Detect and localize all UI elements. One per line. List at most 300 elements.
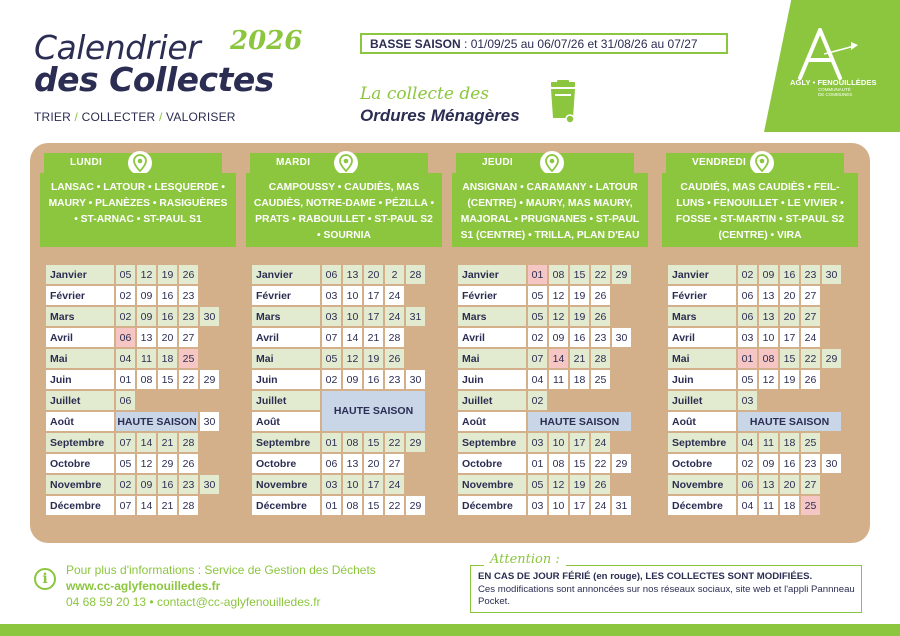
- empty-cell: [406, 454, 425, 473]
- collection-date: 16: [780, 454, 799, 473]
- month-label: Avril: [46, 328, 114, 347]
- map-pin-icon: [128, 151, 152, 175]
- month-row: [46, 349, 219, 368]
- collection-date: 10: [759, 328, 778, 347]
- collection-date: 30: [822, 265, 841, 284]
- collection-date: 06: [322, 265, 341, 284]
- map-pin-icon: [750, 151, 774, 175]
- collection-date: 21: [570, 349, 589, 368]
- collection-date: 16: [158, 475, 177, 494]
- collection-date: 01: [738, 349, 757, 368]
- collection-date: 05: [322, 349, 341, 368]
- collection-date: 01: [528, 454, 547, 473]
- collection-date: 13: [759, 307, 778, 326]
- collection-date: 20: [364, 265, 383, 284]
- calendar-table-lundi: [44, 263, 221, 517]
- month-row: [252, 370, 425, 389]
- month-label: Mars: [46, 307, 114, 326]
- collection-date: 16: [364, 370, 383, 389]
- logo-name: AGLY • FENOUILLÈDES: [790, 78, 877, 87]
- collection-date: 26: [385, 349, 404, 368]
- collection-date: 22: [801, 349, 820, 368]
- month-label: Juin: [668, 370, 736, 389]
- collection-date: 20: [780, 286, 799, 305]
- collection-date: 23: [179, 307, 198, 326]
- month-label: Octobre: [458, 454, 526, 473]
- collection-date: 27: [801, 286, 820, 305]
- collection-date: 13: [137, 328, 156, 347]
- empty-cell: [200, 328, 219, 347]
- month-label: Avril: [458, 328, 526, 347]
- month-label: Septembre: [458, 433, 526, 452]
- collection-date: 01: [322, 433, 341, 452]
- empty-cell: [822, 328, 841, 347]
- tagline-trier: TRIER: [34, 110, 71, 124]
- month-label: Juin: [252, 370, 320, 389]
- collection-date: 17: [780, 328, 799, 347]
- collection-date: 28: [385, 328, 404, 347]
- empty-cell: [591, 391, 610, 410]
- month-row: [46, 412, 219, 431]
- collection-date: 11: [137, 349, 156, 368]
- collection-date: 09: [759, 454, 778, 473]
- collection-date: 16: [158, 307, 177, 326]
- collection-date: 08: [137, 370, 156, 389]
- empty-cell: [822, 286, 841, 305]
- month-row: [458, 391, 631, 410]
- high-season-band: HAUTE SAISON: [528, 412, 631, 431]
- collection-date: 19: [570, 307, 589, 326]
- month-row: [668, 265, 841, 284]
- collection-date: 25: [591, 370, 610, 389]
- collection-date: 09: [343, 370, 362, 389]
- collection-date: 05: [738, 370, 757, 389]
- collection-date: 04: [528, 370, 547, 389]
- month-row: [46, 370, 219, 389]
- collection-date: 02: [116, 475, 135, 494]
- empty-cell: [200, 454, 219, 473]
- month-row: [46, 454, 219, 473]
- collection-date: 01: [116, 370, 135, 389]
- month-row: [46, 391, 219, 410]
- collection-date: 06: [738, 307, 757, 326]
- month-row: [46, 433, 219, 452]
- empty-cell: [780, 391, 799, 410]
- tagline: TRIER / COLLECTER / VALORISER: [34, 110, 236, 124]
- month-label: Mars: [668, 307, 736, 326]
- empty-cell: [406, 286, 425, 305]
- month-label: Mai: [252, 349, 320, 368]
- towns-vendredi: CAUDIÈS, MAS CAUDIÈS • FEIL-LUNS • FENOUILLET • LE VIVIER • FOSSE • ST-MARTIN • ST-PAUL S2 (CENTRE) • VIRA: [662, 173, 858, 247]
- month-label: Novembre: [668, 475, 736, 494]
- month-row: [668, 412, 841, 431]
- empty-cell: [612, 475, 631, 494]
- empty-cell: [200, 349, 219, 368]
- collection-date: 12: [549, 307, 568, 326]
- collection-date: 23: [179, 475, 198, 494]
- calendar-table-mardi: [250, 263, 427, 517]
- collection-date: 19: [158, 265, 177, 284]
- collection-date: 30: [200, 412, 219, 431]
- high-season-band: HAUTE SAISON: [322, 391, 425, 431]
- tagline-collecter: COLLECTER: [81, 110, 156, 124]
- collection-date: 26: [591, 307, 610, 326]
- high-season-band: HAUTE SAISON: [738, 412, 841, 431]
- collection-date: 29: [406, 433, 425, 452]
- low-season-box: [360, 33, 728, 54]
- collection-date: 26: [591, 475, 610, 494]
- month-label: Avril: [668, 328, 736, 347]
- collection-date: 30: [200, 475, 219, 494]
- info-line: Pour plus d'informations : Service de Gestion des Déchets: [66, 563, 376, 577]
- month-row: [46, 496, 219, 515]
- collection-date: 02: [116, 307, 135, 326]
- month-label: Novembre: [252, 475, 320, 494]
- month-label: Octobre: [46, 454, 114, 473]
- collection-date: 03: [322, 307, 341, 326]
- month-label: Mai: [458, 349, 526, 368]
- collection-date: 22: [591, 265, 610, 284]
- collection-date: 09: [137, 475, 156, 494]
- collection-date: 15: [158, 370, 177, 389]
- collection-date: 24: [801, 328, 820, 347]
- empty-cell: [612, 349, 631, 368]
- collection-date: 17: [570, 496, 589, 515]
- info-icon: i: [34, 568, 56, 590]
- collection-date: 28: [591, 349, 610, 368]
- collection-date: 15: [364, 496, 383, 515]
- month-row: [668, 349, 841, 368]
- collection-date: 13: [759, 286, 778, 305]
- collection-date: 10: [549, 433, 568, 452]
- collection-date: 14: [549, 349, 568, 368]
- month-label: Avril: [252, 328, 320, 347]
- collection-date: 29: [612, 265, 631, 284]
- empty-cell: [570, 391, 589, 410]
- month-row: [458, 496, 631, 515]
- empty-cell: [822, 370, 841, 389]
- month-label: Février: [252, 286, 320, 305]
- collection-date: 19: [570, 475, 589, 494]
- empty-cell: [612, 307, 631, 326]
- month-row: [458, 433, 631, 452]
- collection-date: 27: [179, 328, 198, 347]
- collection-date: 03: [322, 286, 341, 305]
- month-row: [458, 328, 631, 347]
- collection-date: 26: [179, 265, 198, 284]
- collection-date: 17: [570, 433, 589, 452]
- collection-date: 20: [158, 328, 177, 347]
- empty-cell: [406, 328, 425, 347]
- collection-date: 13: [759, 475, 778, 494]
- collection-date: 09: [549, 328, 568, 347]
- collection-date: 16: [570, 328, 589, 347]
- month-label: Août: [458, 412, 526, 431]
- month-row: [458, 265, 631, 284]
- collection-date: 19: [570, 286, 589, 305]
- collection-date: 31: [612, 496, 631, 515]
- map-pin-icon: [540, 151, 564, 175]
- collection-date: 15: [570, 454, 589, 473]
- collection-date: 2: [385, 265, 404, 284]
- month-row: [668, 328, 841, 347]
- empty-cell: [158, 391, 177, 410]
- empty-cell: [200, 265, 219, 284]
- day-header-mardi: MARDI: [250, 153, 428, 173]
- month-row: [252, 307, 425, 326]
- collection-date: 29: [158, 454, 177, 473]
- month-row: [668, 391, 841, 410]
- season-label: BASSE SAISON: [370, 37, 461, 51]
- month-row: [668, 475, 841, 494]
- collection-date: 03: [528, 433, 547, 452]
- month-row: [46, 328, 219, 347]
- collection-date: 13: [343, 454, 362, 473]
- collection-date: 06: [738, 286, 757, 305]
- collection-date: 31: [406, 307, 425, 326]
- collection-date: 26: [591, 286, 610, 305]
- month-label: Décembre: [668, 496, 736, 515]
- title-line2: des Collectes: [34, 60, 274, 99]
- collection-date: 11: [549, 370, 568, 389]
- month-label: Février: [46, 286, 114, 305]
- month-row: [668, 496, 841, 515]
- collection-date: 25: [179, 349, 198, 368]
- month-label: Décembre: [458, 496, 526, 515]
- empty-cell: [612, 391, 631, 410]
- collection-date: 26: [801, 370, 820, 389]
- month-label: Juillet: [46, 391, 114, 410]
- collection-date: 11: [759, 433, 778, 452]
- collection-date: 05: [528, 286, 547, 305]
- collection-date: 20: [364, 454, 383, 473]
- collection-date: 12: [549, 475, 568, 494]
- month-label: Août: [668, 412, 736, 431]
- high-season-band: HAUTE SAISON: [116, 412, 198, 431]
- collection-date: 10: [343, 286, 362, 305]
- collection-date: 29: [612, 454, 631, 473]
- collection-date: 04: [116, 349, 135, 368]
- collection-date: 19: [364, 349, 383, 368]
- empty-cell: [406, 475, 425, 494]
- empty-cell: [406, 349, 425, 368]
- collection-date: 23: [179, 286, 198, 305]
- empty-cell: [200, 391, 219, 410]
- month-row: [668, 370, 841, 389]
- month-row: [252, 454, 425, 473]
- attention-line1: EN CAS DE JOUR FÉRIÉ (en rouge), LES COLLECTES SONT MODIFIÉES.: [478, 571, 813, 582]
- collection-date: 21: [158, 433, 177, 452]
- collection-date: 06: [738, 475, 757, 494]
- collection-date: 05: [116, 454, 135, 473]
- empty-cell: [612, 433, 631, 452]
- collection-date: 08: [549, 454, 568, 473]
- month-row: [668, 286, 841, 305]
- collection-date: 10: [343, 307, 362, 326]
- month-row: [252, 496, 425, 515]
- collection-date: 22: [179, 370, 198, 389]
- month-label: Janvier: [46, 265, 114, 284]
- month-row: [46, 286, 219, 305]
- title-line1: Calendrier: [34, 28, 201, 67]
- collection-date: 30: [200, 307, 219, 326]
- collection-date: 03: [322, 475, 341, 494]
- month-row: [252, 475, 425, 494]
- collection-date: 30: [822, 454, 841, 473]
- collection-date: 01: [528, 265, 547, 284]
- collection-date: 24: [385, 307, 404, 326]
- day-header-lundi: LUNDI: [44, 153, 222, 173]
- month-row: [458, 412, 631, 431]
- collection-date: 14: [137, 496, 156, 515]
- collection-date: 15: [780, 349, 799, 368]
- month-label: Décembre: [46, 496, 114, 515]
- month-label: Mars: [252, 307, 320, 326]
- calendar-table-vendredi: [666, 263, 843, 517]
- season-dates: : 01/09/25 au 06/07/26 et 31/08/26 au 07/27: [460, 37, 698, 51]
- collection-date: 04: [738, 433, 757, 452]
- empty-cell: [822, 391, 841, 410]
- month-label: Juillet: [668, 391, 736, 410]
- empty-cell: [822, 496, 841, 515]
- collection-date: 19: [780, 370, 799, 389]
- collection-date: 09: [137, 307, 156, 326]
- month-label: Juin: [46, 370, 114, 389]
- collection-date: 15: [364, 433, 383, 452]
- collection-date: 18: [570, 370, 589, 389]
- collection-date: 30: [612, 328, 631, 347]
- month-label: Septembre: [252, 433, 320, 452]
- towns-mardi: CAMPOUSSY • CAUDIÈS, MAS CAUDIÈS, NOTRE-DAME • PÉZILLA • PRATS • RABOUILLET • ST-PAUL S2 • SOURNIA: [246, 173, 442, 247]
- month-label: Janvier: [252, 265, 320, 284]
- month-row: [252, 391, 425, 410]
- collection-date: 25: [801, 496, 820, 515]
- collection-date: 08: [549, 265, 568, 284]
- month-label: Janvier: [668, 265, 736, 284]
- month-row: [458, 475, 631, 494]
- collection-date: 29: [200, 370, 219, 389]
- month-label: Octobre: [668, 454, 736, 473]
- collection-date: 08: [343, 433, 362, 452]
- month-row: [46, 475, 219, 494]
- collect-subtitle: La collecte des: [360, 84, 490, 104]
- collection-date: 22: [385, 496, 404, 515]
- month-label: Novembre: [46, 475, 114, 494]
- month-row: [252, 433, 425, 452]
- collection-date: 03: [528, 496, 547, 515]
- collection-date: 21: [158, 496, 177, 515]
- collection-date: 12: [343, 349, 362, 368]
- collection-date: 18: [780, 433, 799, 452]
- collection-date: 17: [364, 475, 383, 494]
- collection-date: 21: [364, 328, 383, 347]
- empty-cell: [822, 433, 841, 452]
- month-row: [458, 307, 631, 326]
- month-label: Février: [668, 286, 736, 305]
- collection-date: 16: [780, 265, 799, 284]
- collection-date: 07: [116, 433, 135, 452]
- collection-date: 12: [759, 370, 778, 389]
- collection-date: 24: [385, 475, 404, 494]
- month-label: Juin: [458, 370, 526, 389]
- towns-lundi: LANSAC • LATOUR • LESQUERDE • MAURY • PLANÈZES • RASIGUÈRES • ST-ARNAC • ST-PAUL S1: [40, 173, 236, 247]
- collection-date: 07: [116, 496, 135, 515]
- collection-date: 27: [801, 307, 820, 326]
- collection-date: 23: [801, 265, 820, 284]
- month-row: [46, 307, 219, 326]
- month-row: [458, 349, 631, 368]
- month-row: [252, 328, 425, 347]
- collection-date: 30: [406, 370, 425, 389]
- month-label: Mars: [458, 307, 526, 326]
- collect-title: Ordures Ménagères: [360, 106, 520, 125]
- empty-cell: [612, 286, 631, 305]
- month-row: [458, 454, 631, 473]
- collection-date: 06: [116, 391, 135, 410]
- collection-date: 05: [528, 307, 547, 326]
- collection-date: 07: [322, 328, 341, 347]
- collection-date: 05: [528, 475, 547, 494]
- collection-date: 11: [759, 496, 778, 515]
- empty-cell: [137, 391, 156, 410]
- collection-date: 05: [116, 265, 135, 284]
- collection-date: 23: [385, 370, 404, 389]
- collection-date: 24: [591, 433, 610, 452]
- month-label: Septembre: [46, 433, 114, 452]
- website-link[interactable]: www.cc-aglyfenouilledes.fr: [66, 579, 221, 593]
- month-label: Décembre: [252, 496, 320, 515]
- collection-date: 04: [738, 496, 757, 515]
- collection-date: 12: [137, 265, 156, 284]
- empty-cell: [549, 391, 568, 410]
- collection-date: 01: [322, 496, 341, 515]
- month-label: Septembre: [668, 433, 736, 452]
- collection-date: 22: [385, 433, 404, 452]
- collection-date: 28: [179, 433, 198, 452]
- collection-date: 23: [801, 454, 820, 473]
- attention-line2: Ces modifications sont annoncées sur nos réseaux sociaux, site web et l'appli Pannneau Pocket.: [478, 584, 855, 607]
- collection-date: 22: [591, 454, 610, 473]
- collection-date: 08: [759, 349, 778, 368]
- collection-date: 20: [780, 307, 799, 326]
- collection-date: 10: [343, 475, 362, 494]
- month-label: Août: [252, 412, 320, 431]
- empty-cell: [200, 496, 219, 515]
- month-row: [252, 265, 425, 284]
- collection-date: 12: [137, 454, 156, 473]
- month-row: [668, 307, 841, 326]
- collection-date: 29: [406, 496, 425, 515]
- empty-cell: [200, 286, 219, 305]
- collection-date: 20: [780, 475, 799, 494]
- month-label: Août: [46, 412, 114, 431]
- collection-date: 24: [591, 496, 610, 515]
- month-row: [252, 349, 425, 368]
- month-label: Mai: [668, 349, 736, 368]
- month-row: [46, 265, 219, 284]
- tagline-valoriser: VALORISER: [166, 110, 236, 124]
- collection-date: 03: [738, 391, 757, 410]
- bottom-bar: [0, 624, 900, 636]
- logo-subtitle: COMMUNAUTÉ DE COMMUNES: [818, 87, 853, 97]
- collection-date: 13: [343, 265, 362, 284]
- month-row: [668, 454, 841, 473]
- empty-cell: [179, 391, 198, 410]
- month-label: Mai: [46, 349, 114, 368]
- collection-date: 08: [343, 496, 362, 515]
- collection-date: 24: [385, 286, 404, 305]
- collection-date: 18: [780, 496, 799, 515]
